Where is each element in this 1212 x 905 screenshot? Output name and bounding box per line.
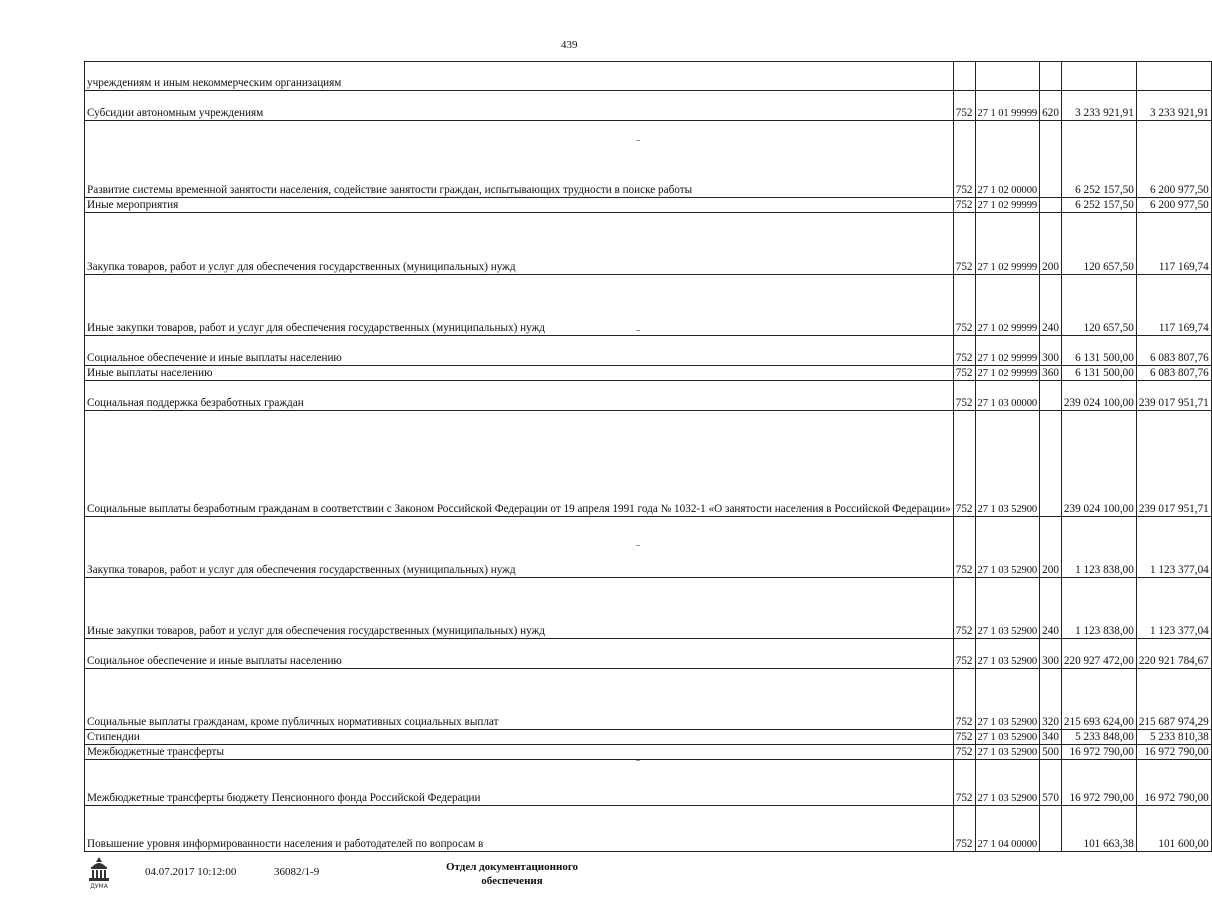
- table-row: [85, 745, 1212, 760]
- footer-doc-number: 36082/1-9: [274, 866, 320, 878]
- row-name: Иные закупки товаров, работ и услуг для обеспечения государственных (муниципальных) нужд: [85, 578, 954, 639]
- row-code: 752: [953, 745, 975, 760]
- row-code: 752: [953, 275, 975, 336]
- table-row: [85, 639, 1212, 669]
- row-vr: [1040, 411, 1062, 517]
- row-exec: 6 083 807,76: [1136, 336, 1211, 366]
- row-vr: [1040, 121, 1062, 198]
- row-code: 752: [953, 336, 975, 366]
- row-vr: 620: [1040, 91, 1062, 121]
- row-plan: 101 663,38: [1061, 806, 1136, 852]
- row-vr: 300: [1040, 336, 1062, 366]
- row-plan: 6 131 500,00: [1061, 336, 1136, 366]
- row-vr: [1040, 198, 1062, 213]
- row-name: Стипендии: [85, 730, 954, 745]
- row-name: Межбюджетные трансферты: [85, 745, 954, 760]
- row-csr: 27 1 03 52900: [975, 760, 1040, 806]
- row-exec: 117 169,74: [1136, 213, 1211, 275]
- row-name: Социальные выплаты безработным гражданам в соответствии с Законом Российской Федерации от 19 апреля 1991 года № 1032-1 «О занятости населения в Российской Федерации»: [85, 411, 954, 517]
- row-plan: 239 024 100,00: [1061, 381, 1136, 411]
- row-csr: 27 1 03 52900: [975, 745, 1040, 760]
- table-row: [85, 91, 1212, 121]
- row-plan: 6 252 157,50: [1061, 121, 1136, 198]
- row-exec: 6 200 977,50: [1136, 198, 1211, 213]
- row-plan: 5 233 848,00: [1061, 730, 1136, 745]
- row-vr: 240: [1040, 578, 1062, 639]
- row-csr: 27 1 03 52900: [975, 517, 1040, 578]
- row-vr: 500: [1040, 745, 1062, 760]
- table-row: [85, 366, 1212, 381]
- row-name: Межбюджетные трансферты бюджету Пенсионного фонда Российской Федерации: [85, 760, 954, 806]
- row-name: учреждениям и иным некоммерческим организациям: [85, 62, 954, 91]
- margin-mark: [636, 760, 640, 761]
- table-row: [85, 760, 1212, 806]
- row-csr: 27 1 02 99999: [975, 366, 1040, 381]
- row-vr: [1040, 806, 1062, 852]
- table-row: [85, 62, 1212, 91]
- margin-mark: [636, 330, 640, 331]
- row-exec: 6 083 807,76: [1136, 366, 1211, 381]
- row-name: Закупка товаров, работ и услуг для обеспечения государственных (муниципальных) нужд: [85, 517, 954, 578]
- row-name: Субсидии автономным учреждениям: [85, 91, 954, 121]
- row-plan: 120 657,50: [1061, 275, 1136, 336]
- table-row: [85, 806, 1212, 852]
- margin-mark: [636, 545, 640, 546]
- row-code: 752: [953, 381, 975, 411]
- row-csr: 27 1 02 99999: [975, 275, 1040, 336]
- row-exec: 1 123 377,04: [1136, 578, 1211, 639]
- row-code: 752: [953, 121, 975, 198]
- row-vr: 340: [1040, 730, 1062, 745]
- row-plan: 220 927 472,00: [1061, 639, 1136, 669]
- row-code: 752: [953, 198, 975, 213]
- table-row: [85, 198, 1212, 213]
- row-plan: 16 972 790,00: [1061, 760, 1136, 806]
- page-number: 439: [561, 39, 578, 51]
- row-plan: [1061, 62, 1136, 91]
- row-exec: 5 233 810,38: [1136, 730, 1211, 745]
- table-row: [85, 121, 1212, 198]
- row-name: Иные мероприятия: [85, 198, 954, 213]
- table-row: [85, 411, 1212, 517]
- row-exec: 16 972 790,00: [1136, 760, 1211, 806]
- row-vr: 360: [1040, 366, 1062, 381]
- row-plan: 1 123 838,00: [1061, 517, 1136, 578]
- table-row: [85, 669, 1212, 730]
- row-code: 752: [953, 639, 975, 669]
- row-name: Социальное обеспечение и иные выплаты населению: [85, 639, 954, 669]
- row-name: Иные закупки товаров, работ и услуг для обеспечения государственных (муниципальных) нужд: [85, 275, 954, 336]
- row-csr: 27 1 01 99999: [975, 91, 1040, 121]
- row-code: 752: [953, 578, 975, 639]
- row-exec: 117 169,74: [1136, 275, 1211, 336]
- row-name: Социальное обеспечение и иные выплаты населению: [85, 336, 954, 366]
- budget-table-body: [85, 62, 1212, 852]
- row-name: Социальная поддержка безработных граждан: [85, 381, 954, 411]
- row-csr: 27 1 03 52900: [975, 669, 1040, 730]
- row-plan: 3 233 921,91: [1061, 91, 1136, 121]
- row-code: 752: [953, 366, 975, 381]
- table-row: [85, 517, 1212, 578]
- row-exec: 215 687 974,29: [1136, 669, 1211, 730]
- row-vr: 570: [1040, 760, 1062, 806]
- row-code: 752: [953, 213, 975, 275]
- row-code: 752: [953, 806, 975, 852]
- row-csr: 27 1 02 99999: [975, 336, 1040, 366]
- row-plan: 16 972 790,00: [1061, 745, 1136, 760]
- row-csr: 27 1 02 99999: [975, 213, 1040, 275]
- row-plan: 6 252 157,50: [1061, 198, 1136, 213]
- footer-date: 04.07.2017 10:12:00: [145, 866, 237, 878]
- margin-mark: [636, 140, 640, 141]
- row-name: Социальные выплаты гражданам, кроме публичных нормативных социальных выплат: [85, 669, 954, 730]
- row-csr: 27 1 02 00000: [975, 121, 1040, 198]
- row-csr: 27 1 02 99999: [975, 198, 1040, 213]
- table-row: [85, 381, 1212, 411]
- row-csr: 27 1 03 52900: [975, 411, 1040, 517]
- row-code: 752: [953, 91, 975, 121]
- row-code: [953, 62, 975, 91]
- row-csr: 27 1 03 52900: [975, 639, 1040, 669]
- logo-text: ДУМА: [90, 883, 108, 890]
- row-exec: 101 600,00: [1136, 806, 1211, 852]
- row-vr: 200: [1040, 517, 1062, 578]
- row-vr: [1040, 381, 1062, 411]
- row-code: 752: [953, 411, 975, 517]
- table-row: [85, 213, 1212, 275]
- row-exec: 16 972 790,00: [1136, 745, 1211, 760]
- row-code: 752: [953, 730, 975, 745]
- row-plan: 6 131 500,00: [1061, 366, 1136, 381]
- row-plan: 120 657,50: [1061, 213, 1136, 275]
- row-code: 752: [953, 669, 975, 730]
- row-name: Повышение уровня информированности населения и работодателей по вопросам в: [85, 806, 954, 852]
- row-name: Развитие системы временной занятости населения, содействие занятости граждан, испытывающих трудности в поиске работы: [85, 121, 954, 198]
- row-code: 752: [953, 517, 975, 578]
- row-code: 752: [953, 760, 975, 806]
- row-exec: 239 017 951,71: [1136, 411, 1211, 517]
- row-csr: 27 1 03 00000: [975, 381, 1040, 411]
- row-csr: 27 1 03 52900: [975, 730, 1040, 745]
- table-row: [85, 578, 1212, 639]
- footer-department: Отдел документационного обеспечения: [445, 861, 579, 887]
- duma-logo-icon: [86, 855, 112, 891]
- row-exec: 3 233 921,91: [1136, 91, 1211, 121]
- row-vr: 300: [1040, 639, 1062, 669]
- row-exec: 239 017 951,71: [1136, 381, 1211, 411]
- table-row: [85, 275, 1212, 336]
- row-exec: 6 200 977,50: [1136, 121, 1211, 198]
- table-row: [85, 730, 1212, 745]
- row-exec: 1 123 377,04: [1136, 517, 1211, 578]
- row-vr: [1040, 62, 1062, 91]
- row-vr: 200: [1040, 213, 1062, 275]
- row-exec: [1136, 62, 1211, 91]
- row-plan: 1 123 838,00: [1061, 578, 1136, 639]
- row-csr: 27 1 03 52900: [975, 578, 1040, 639]
- table-row: [85, 336, 1212, 366]
- row-csr: [975, 62, 1040, 91]
- row-name: Закупка товаров, работ и услуг для обеспечения государственных (муниципальных) нужд: [85, 213, 954, 275]
- row-vr: 320: [1040, 669, 1062, 730]
- row-csr: 27 1 04 00000: [975, 806, 1040, 852]
- budget-table: [84, 61, 1212, 852]
- row-name: Иные выплаты населению: [85, 366, 954, 381]
- row-plan: 215 693 624,00: [1061, 669, 1136, 730]
- row-plan: 239 024 100,00: [1061, 411, 1136, 517]
- row-exec: 220 921 784,67: [1136, 639, 1211, 669]
- row-vr: 240: [1040, 275, 1062, 336]
